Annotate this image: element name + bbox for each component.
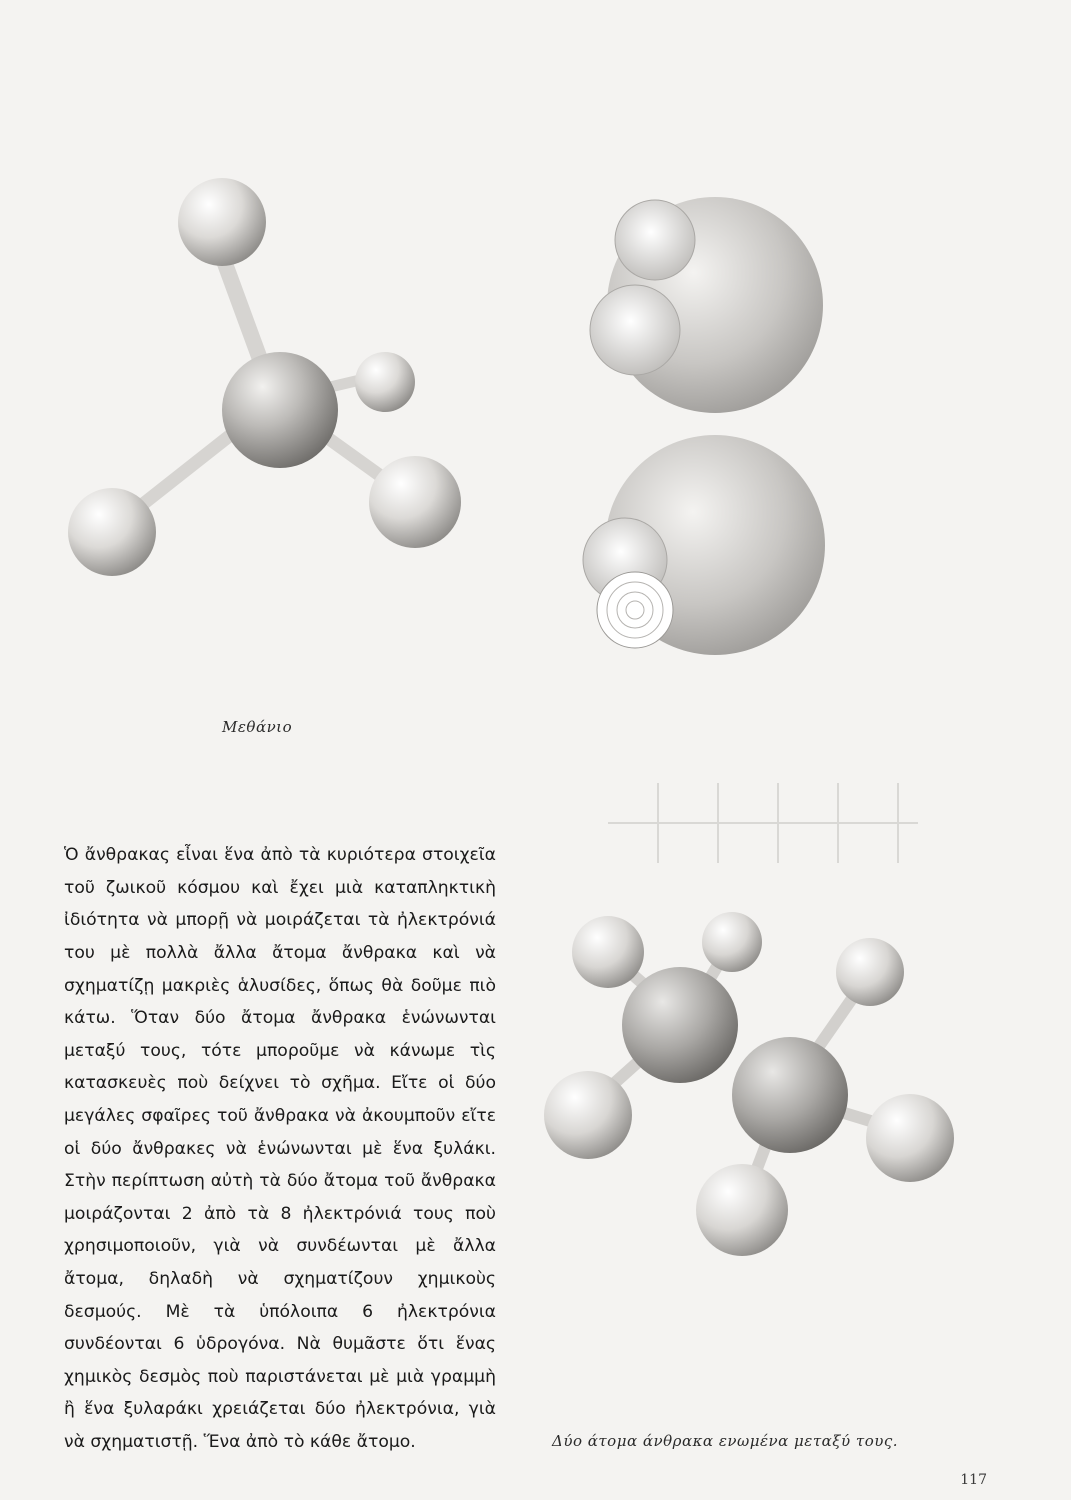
small-atom-sphere — [590, 285, 680, 375]
methane-model-illustration — [40, 130, 480, 610]
hydrogen-atom-sphere — [544, 1071, 632, 1159]
space-filling-model-illustration — [560, 160, 1000, 720]
small-atom-sphere — [597, 572, 673, 648]
page-number: 117 — [960, 1472, 987, 1488]
hydrogen-atom-sphere — [572, 916, 644, 988]
hydrogen-atom-sphere — [178, 178, 266, 266]
hydrogen-atom-sphere — [836, 938, 904, 1006]
hydrogen-atom-sphere — [369, 456, 461, 548]
body-paragraph: Ὁ ἄνθρακας εἶναι ἕνα ἀπὸ τὰ κυριότερα στοιχεῖα τοῦ ζωικοῦ κόσμου καὶ ἔχει μιὰ καταπληκτικὴ ἰδιότητα νὰ μπορῇ νὰ μοιράζεται τὰ ἠλεκτρόνιά του μὲ πολλὰ ἄλλα ἄτομα ἄνθρακα καὶ νὰ σχηματίζῃ μακριὲς ἁλυσίδες, ὅπως θὰ δοῦμε πιὸ κάτω. Ὅταν δύο ἄτομα ἄνθρακα ἑνώνωνται μεταξύ τους, τότε μποροῦμε νὰ κάνωμε τὶς κατασκευὲς ποὺ δείχνει τὸ σχῆμα. Εἴτε οἱ δύο μεγάλες σφαῖρες τοῦ ἄνθρακα νὰ ἀκουμποῦν εἴτε οἱ δύο ἄνθρακες νὰ ἑνώνωνται μὲ ἕνα ξυλάκι. Στὴν περίπτωση αὐτὴ τὰ δύο ἄτομα τοῦ ἄνθρακα μοιράζονται 2 ἀπὸ τὰ 8 ἠλεκτρόνιά τους ποὺ χρησιμοποιοῦν, γιὰ νὰ συνδέωνται μὲ ἄλλα ἄτομα, δηλαδὴ νὰ σχηματίζουν χημικοὺς δεσμούς. Μὲ τὰ ὑπόλοιπα 6 ἠλεκτρόνια συνδέονται 6 ὑδρογόνα. Νὰ θυμᾶστε ὅτι ἕνας χημικὸς δεσμὸς ποὺ παριστάνεται μὲ μιὰ γραμμὴ ἢ ἕνα ξυλαράκι χρειάζεται δύο ἠλεκτρόνια, γιὰ νὰ σχηματιστῇ. Ἕνα ἀπὸ τὸ κάθε ἄτομο. — [64, 845, 496, 1452]
hydrogen-atom-sphere — [68, 488, 156, 576]
hydrogen-atom-sphere — [355, 352, 415, 412]
small-atom-sphere — [615, 200, 695, 280]
hydrogen-atom-sphere — [702, 912, 762, 972]
ethane-caption: Δύο άτομα άνθρακα ενωμένα μεταξύ τους. — [552, 1432, 899, 1450]
carbon-atom-sphere — [622, 967, 738, 1083]
hydrogen-atom-sphere — [866, 1094, 954, 1182]
methane-caption: Μεθάνιο — [222, 718, 293, 736]
structural-formula-show-through — [598, 768, 928, 878]
hydrogen-atom-sphere — [696, 1164, 788, 1256]
carbon-atom-sphere — [222, 352, 338, 468]
carbon-atom-sphere — [732, 1037, 848, 1153]
ethane-model-illustration — [520, 900, 960, 1300]
